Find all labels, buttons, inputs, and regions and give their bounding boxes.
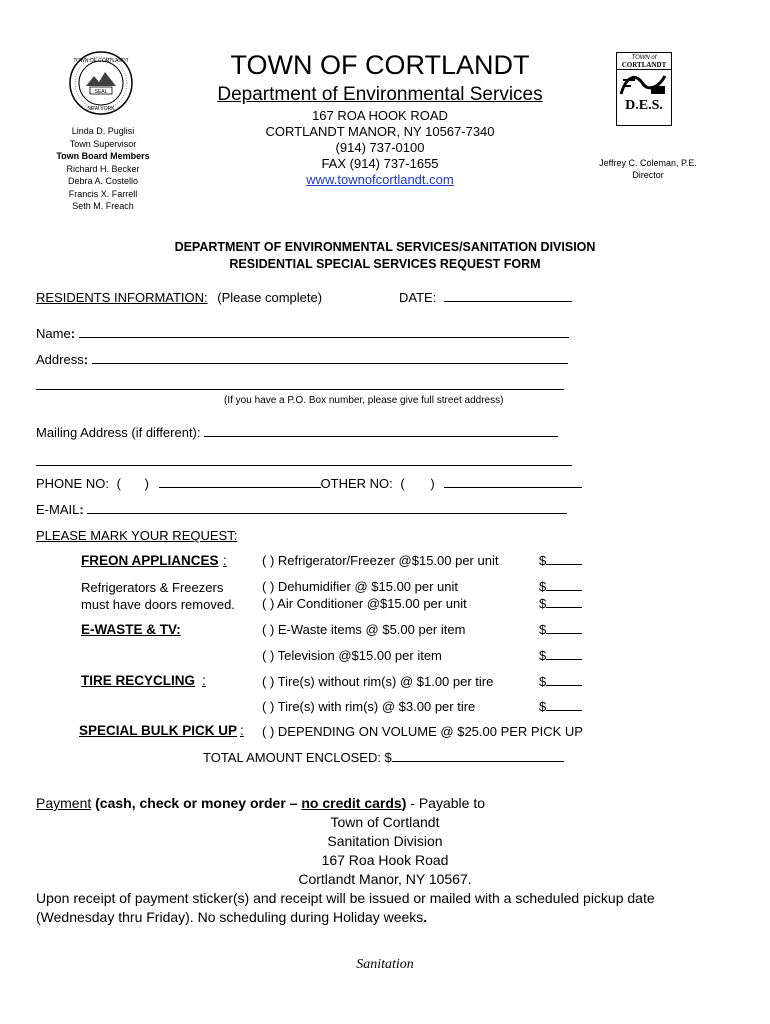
request-option[interactable]: ( ) DEPENDING ON VOLUME @ $25.00 PER PICK UP — [262, 724, 583, 739]
tire-colon: : — [202, 673, 206, 688]
department-name: Department of Environmental Services — [217, 84, 543, 105]
other-paren-open: ( — [400, 476, 405, 491]
date-row — [399, 290, 572, 305]
total-row — [203, 750, 564, 765]
board-member: Richard H. Becker — [66, 163, 140, 174]
receipt-note — [36, 889, 655, 927]
mailing-label: Mailing Address (if different): — [36, 425, 201, 440]
freon-heading: FREON APPLIANCES — [81, 553, 219, 568]
name-label: Name — [36, 326, 71, 341]
phone-paren-close: ) — [144, 476, 149, 491]
des-logo-top: TOWN of — [631, 55, 657, 61]
mailing-field[interactable] — [204, 436, 558, 437]
address-field-line-2[interactable] — [36, 389, 564, 390]
other-label: OTHER NO: — [320, 476, 393, 491]
director-name: Jeffrey C. Coleman, P.E. — [599, 158, 697, 168]
form-heading-2: RESIDENTIAL SPECIAL SERVICES REQUEST FORM — [229, 257, 541, 271]
colon: : — [79, 502, 84, 517]
name-row — [36, 326, 569, 341]
supervisor-title: Town Supervisor — [69, 138, 137, 149]
des-logo — [616, 52, 672, 126]
date-label: DATE: — [399, 290, 437, 305]
phone-line: (914) 737-0100 — [335, 140, 425, 155]
mailing-field-line-2[interactable] — [36, 465, 572, 466]
freon-note-1: Refrigerators & Freezers — [81, 580, 224, 595]
request-option[interactable]: ( ) Dehumidifier @ $15.00 per unit — [262, 579, 459, 594]
request-option[interactable]: ( ) Tire(s) with rim(s) @ $3.00 per tire — [262, 699, 476, 714]
tire-heading: TIRE RECYCLING — [81, 673, 196, 688]
request-option[interactable]: ( ) Tire(s) without rim(s) @ $1.00 per tire — [262, 674, 494, 689]
date-field[interactable] — [444, 301, 572, 302]
seal-bottom-text: NEW YORK — [87, 106, 115, 112]
board-member: Seth M. Freach — [72, 201, 134, 211]
seal-center-text: SEAL — [94, 89, 108, 95]
other-paren-close: ) — [430, 476, 435, 491]
amount-field[interactable]: $ — [539, 579, 582, 594]
page-title: TOWN OF CORTLANDT — [230, 50, 530, 80]
payee-line: 167 Roa Hook Road — [321, 852, 449, 868]
officials-block — [38, 125, 168, 213]
amount-field[interactable]: $ — [539, 622, 582, 637]
receipt-line-1: Upon receipt of payment sticker(s) and receipt will be issued or mailed with a scheduled pickup date — [36, 890, 655, 906]
email-row — [36, 502, 567, 517]
form-heading-1: DEPARTMENT OF ENVIRONMENTAL SERVICES/SANITATION DIVISION — [174, 240, 596, 254]
name-field[interactable] — [79, 337, 569, 338]
des-logo-name: CORTLANDT — [617, 61, 671, 70]
board-heading: Town Board Members — [56, 151, 150, 161]
bulk-colon: : — [240, 723, 244, 738]
colon: : — [70, 326, 76, 341]
phone-field[interactable] — [159, 487, 321, 488]
board-member: Debra A. Costello — [67, 176, 139, 186]
header-address — [180, 108, 580, 188]
seal-top-text: TOWN OF CORTLANDT — [73, 58, 129, 64]
town-seal — [68, 50, 134, 116]
amount-field[interactable]: $ — [539, 596, 582, 611]
address-label: Address — [36, 352, 84, 367]
ewaste-heading: E-WASTE & TV: — [81, 622, 181, 637]
email-label: E-MAIL — [36, 502, 80, 517]
address-field[interactable] — [92, 363, 568, 364]
residents-info-row — [36, 290, 322, 305]
request-option[interactable]: ( ) E-Waste items @ $5.00 per item — [262, 622, 466, 637]
director-title: Director — [632, 170, 664, 180]
no-credit-cards: no credit cards — [301, 795, 402, 811]
payee-line: Cortlandt Manor, NY 10567. — [298, 871, 472, 887]
payable-to: - Payable to — [406, 795, 485, 811]
payment-label: Payment — [36, 795, 92, 811]
request-option[interactable]: ( ) Refrigerator/Freezer @$15.00 per unit — [262, 553, 499, 568]
address-row — [36, 352, 568, 367]
footer-text: Sanitation — [356, 957, 414, 972]
supervisor-name: Linda D. Puglisi — [71, 126, 135, 136]
mark-request-label: PLEASE MARK YOUR REQUEST: — [36, 528, 238, 543]
request-option[interactable]: ( ) Television @$15.00 per item — [262, 648, 442, 663]
total-label: TOTAL AMOUNT ENCLOSED: $ — [203, 750, 392, 765]
director-block — [578, 157, 718, 181]
address-line-2: CORTLANDT MANOR, NY 10567-7340 — [265, 124, 495, 139]
amount-field[interactable]: $ — [539, 674, 582, 689]
phone-label: PHONE NO: — [36, 476, 109, 491]
payment-methods: (cash, check or money order – no credit cards) — [95, 795, 407, 811]
address-line-1: 167 ROA HOOK ROAD — [312, 108, 448, 123]
des-logo-mark — [617, 70, 670, 98]
total-field[interactable] — [392, 761, 564, 762]
website-link[interactable]: www.townofcortlandt.com — [306, 172, 454, 187]
payee-address — [0, 813, 770, 889]
phone-row — [36, 476, 582, 491]
bulk-heading: SPECIAL BULK PICK UP — [79, 723, 238, 738]
payee-line: Town of Cortlandt — [330, 814, 440, 830]
freon-note-2: must have doors removed. — [81, 597, 235, 612]
amount-field[interactable]: $ — [539, 699, 582, 714]
colon: : — [83, 352, 89, 367]
other-phone-field[interactable] — [444, 487, 582, 488]
amount-field[interactable]: $ — [539, 648, 582, 663]
phone-paren-open: ( — [116, 476, 121, 491]
board-member: Francis X. Farrell — [68, 188, 138, 199]
fax-line: FAX (914) 737-1655 — [321, 156, 439, 171]
des-logo-letters: D.E.S. — [625, 98, 663, 113]
amount-field[interactable]: $ — [539, 553, 582, 568]
po-box-note: (If you have a P.O. Box number, please give full street address) — [224, 395, 504, 406]
mailing-row — [36, 425, 558, 440]
residents-info-label: RESIDENTS INFORMATION: — [36, 290, 208, 305]
please-complete-text: (Please complete) — [217, 290, 323, 305]
freon-note — [81, 579, 235, 613]
payee-line: Sanitation Division — [327, 833, 443, 849]
freon-colon: : — [223, 553, 227, 568]
payment-row — [36, 795, 485, 811]
request-option[interactable]: ( ) Air Conditioner @$15.00 per unit — [262, 596, 467, 611]
email-field[interactable] — [87, 513, 567, 514]
receipt-line-2: (Wednesday thru Friday). No scheduling during Holiday weeks. — [36, 909, 428, 925]
